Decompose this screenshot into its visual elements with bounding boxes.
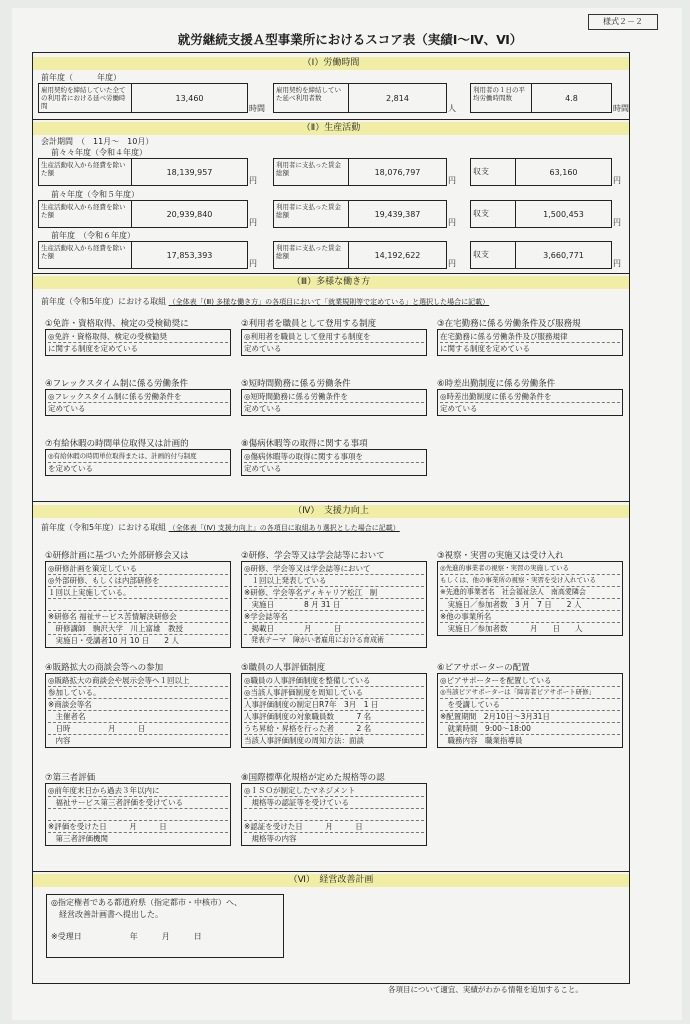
s2-income-label: 生産活動収入から経費を除いた額: [39, 159, 132, 185]
line: 発表テーマ 障がい者雇用における育成術: [244, 636, 384, 644]
s2-unit: 円: [249, 259, 257, 268]
s3-item-content: [437, 329, 623, 356]
line: ◎職員の人事評価制度を整備している: [244, 675, 424, 687]
s2-balance-value: 63,160: [549, 167, 578, 177]
s2-balance-label: 収支: [471, 159, 516, 185]
s2-unit: 円: [448, 218, 456, 227]
s2-wage-box: [273, 200, 447, 228]
s2-unit: 円: [613, 259, 621, 268]
line: 実施日 8 月 31 日: [244, 599, 424, 611]
line: 研修講師 駒沢大学 川上富雄 教授: [48, 623, 228, 635]
s3-item-content: [241, 449, 427, 476]
line: ◎当該人事評価制度を周知している: [244, 687, 424, 699]
line: ◎研修計画を策定している: [48, 563, 228, 575]
line: ◎ＩＳＯが制定したマネジメント: [244, 785, 424, 797]
line: ◎当該ピアサポーターは「障害者ピアサポート研修」: [440, 687, 620, 699]
s3-item-title: ⑥時差出勤制度に係る労働条件: [437, 379, 556, 388]
s4-item: [241, 771, 427, 846]
s4-item: [45, 661, 231, 748]
s4-item-content: [437, 673, 623, 748]
s3-item: [241, 317, 427, 356]
s4-item-content: [241, 561, 427, 648]
line: ◎販路拡大の商談会や展示会等へ１回以上: [48, 675, 228, 687]
form-number: 様式２－２: [588, 14, 658, 30]
s2-wage-label: 利用者に支払った賃金総額: [274, 242, 349, 268]
line: に関する制度を定めている: [48, 344, 138, 353]
s4-item: [45, 771, 231, 846]
line: ※研修名 福祉サービス苦情解決研修会: [48, 611, 228, 623]
page-title: 就労継続支援Ａ型事業所におけるスコア表（実績Ⅰ～Ⅳ、Ⅵ）: [177, 32, 523, 47]
line: ※受理日 年 月 日: [51, 932, 202, 941]
line: ◎外部研修、もしくは内部研修を: [48, 575, 228, 587]
s3-item-content: [45, 329, 231, 356]
s2-unit: 円: [448, 176, 456, 185]
divider: [33, 119, 629, 120]
line: ◎傷病休暇等の取得に関する事項を: [244, 451, 424, 463]
s4-item-title: ⑧国際標準化規格が定めた規格等の認: [241, 773, 385, 782]
line: ◎フレックスタイム制に係る労働条件を: [48, 391, 228, 403]
s2-wage-label: 利用者に支払った賃金総額: [274, 201, 349, 227]
s3-item-content: [45, 389, 231, 416]
s2-income-value: 20,939,840: [166, 209, 213, 219]
line: ◎利用者を職員として登用する制度を: [244, 331, 424, 343]
s2-income-box: [38, 241, 248, 269]
line: もしくは、他の事業所の視察・実習を受け入れている: [440, 575, 620, 587]
section-6-header: （Ⅵ） 経営改善計画: [33, 874, 629, 887]
s3-item: [45, 437, 231, 476]
s3-item: [437, 377, 623, 416]
s2-unit: 円: [249, 176, 257, 185]
s4-item-title: ⑥ピアサポーターの配置: [437, 663, 530, 672]
line: 人事評価制度の制定日R7年 3月 1 日: [244, 699, 424, 711]
footer-note: 各項目について適宜、実績がわかる情報を追加すること。: [388, 985, 583, 994]
s2-wage-box: [273, 241, 447, 269]
s3-item-title: ⑧傷病休暇等の取得に関する事項: [241, 439, 368, 448]
s4-item-title: ⑦第三者評価: [45, 773, 96, 782]
line: ※商談会等名: [48, 699, 228, 711]
s2-wage-box: [273, 158, 447, 186]
line: 定めている: [48, 404, 86, 413]
section-1-header: （Ⅰ）労働時間: [33, 57, 629, 70]
s1-users-label: 雇用契約を締結していた延べ利用者数: [274, 84, 349, 112]
s1-prev-year: 前年度（ 年度）: [41, 73, 121, 82]
s2-row-year: 前々年度（令和５年度）: [51, 190, 139, 199]
s2-unit: 円: [249, 218, 257, 227]
s1-avg-hours-value: 4.8: [565, 93, 578, 103]
line: に関する制度を定めている: [440, 344, 530, 353]
line: を受講している: [440, 699, 620, 711]
line: 参加している。: [48, 687, 228, 699]
s4-intro: [41, 522, 400, 533]
s4-intro-note: （全体表「(Ⅳ) 支援力向上」の各項目に取組あり選択とした場合に記載）: [168, 524, 400, 532]
s1-labor-hours-value: 13,460: [175, 93, 204, 103]
line: ※研修、学会等名ディキャリア松江 制: [244, 587, 424, 599]
line: 定めている: [244, 464, 282, 473]
s4-item: [241, 661, 427, 748]
s2-income-label: 生産活動収入から経費を除いた額: [39, 201, 132, 227]
s2-balance-value: 1,500,453: [543, 209, 584, 219]
s2-income-value: 17,853,393: [166, 250, 213, 260]
s4-item-title: ③視察・実習の実施又は受け入れ: [437, 551, 564, 560]
s2-row-year: 前年度 （令和６年度）: [51, 231, 135, 240]
line: ◎指定権者である都道府県（指定都市・中核市）へ、: [51, 898, 242, 907]
line: 実施日・受講者10 月 10 日 2 人: [48, 636, 179, 645]
s4-item: [241, 549, 427, 648]
s2-period: 会計期間 （ 11月～ 10月）: [41, 137, 154, 146]
line: [48, 599, 228, 611]
s4-item: [45, 549, 231, 648]
line: １回以上実施している。: [48, 587, 228, 599]
s4-item-content: [241, 673, 427, 748]
s2-row-year: 前々々年度（令和４年度）: [51, 148, 147, 157]
line: 職務内容 職業指導員: [440, 736, 523, 745]
s1-labor-hours-box: [38, 83, 248, 113]
line: ◎研修、学会等又は学会誌等において: [244, 563, 424, 575]
section-2-header: （Ⅱ）生産活動: [33, 122, 629, 135]
line: ※学会誌等名: [244, 611, 424, 623]
line: ◎短時間勤務に係る労働条件を: [244, 391, 424, 403]
s4-item: [437, 549, 623, 636]
s3-item-title: ①免許・資格取得、検定の受検勧奨に: [45, 319, 189, 328]
line: うち昇給・昇格を行った者 2 名: [244, 723, 424, 735]
s4-item-title: ①研修計画に基づいた外部研修会又は: [45, 551, 189, 560]
line: ※先進的事業者名 社会福祉法人 南高愛隣会: [440, 587, 620, 599]
line: [48, 809, 228, 821]
line: 人事評価制度の対象職員数 7 名: [244, 711, 424, 723]
s1-avg-hours-label: 利用者の１日の平均労働時間数: [471, 84, 532, 112]
s3-item: [45, 377, 231, 416]
s4-intro-text: 前年度（令和5年度）における取組: [41, 523, 167, 532]
line: を定めている: [48, 464, 93, 473]
s4-item-content: [45, 561, 231, 648]
line: 当該人事評価制度の周知方法：面談: [244, 736, 364, 745]
s1-labor-hours-label: 雇用契約を締結していた全ての利用者における延べ労働時間: [39, 84, 132, 112]
line: ◎ピアサポーターを配置している: [440, 675, 620, 687]
divider: [33, 871, 629, 872]
s1-unit-hours-2: 時間: [613, 104, 629, 113]
s3-item: [241, 377, 427, 416]
line: ◎先進的事業者の視察・実習の実施している: [440, 563, 620, 575]
s3-item-content: [437, 389, 623, 416]
line: [51, 921, 279, 931]
line: 規格等の認証等を受けている: [244, 797, 424, 809]
section-4-header: （Ⅳ） 支援力向上: [33, 505, 629, 518]
s1-users-value: 2,814: [386, 93, 409, 103]
s3-intro-note: （全体表「(Ⅲ) 多様な働き方」の各項目において「就業規則等で定めている」と選択した場合に記載）: [168, 298, 490, 306]
s2-wage-value: 19,439,387: [374, 209, 421, 219]
line: 定めている: [244, 404, 282, 413]
s3-item-title: ②利用者を職員として登用する制度: [241, 319, 377, 328]
s2-wage-value: 14,192,622: [374, 250, 421, 260]
score-table-frame: [32, 52, 630, 984]
s4-item-title: ⑤職員の人事評価制度: [241, 663, 326, 672]
divider: [33, 501, 629, 502]
s3-item: [437, 317, 623, 356]
line: ◎免許・資格取得、検定の受検勧奨: [48, 331, 228, 343]
s3-item-title: ⑦有給休暇の時間単位取得又は計画的: [45, 439, 189, 448]
line: [244, 809, 424, 821]
line: 実施日／参加者数 3 月 7 日 2 人: [440, 599, 620, 611]
line: ※認証を受けた日 月 日: [244, 821, 424, 833]
line: ◎前年度末日から過去３年以内に: [48, 785, 228, 797]
s2-balance-value: 3,660,771: [543, 250, 584, 260]
divider: [33, 273, 629, 274]
s4-item-title: ②研修、学会等又は学会誌等において: [241, 551, 385, 560]
s3-item: [45, 317, 231, 356]
s3-item-title: ③在宅勤務に係る労働条件及び服務規: [437, 319, 581, 328]
s3-item-title: ⑤短時間勤務に係る労働条件: [241, 379, 351, 388]
s2-balance-box: [470, 241, 612, 269]
line: 在宅勤務に係る労働条件及び服務規律: [440, 331, 620, 343]
s2-balance-label: 収支: [471, 201, 516, 227]
line: 掲載日 月 日: [244, 623, 424, 635]
line: 規格等の内容: [244, 834, 297, 843]
line: 主催者名: [48, 711, 228, 723]
s2-unit: 円: [448, 259, 456, 268]
line: 内容: [48, 736, 71, 745]
s2-balance-box: [470, 200, 612, 228]
s2-income-box: [38, 158, 248, 186]
line: 実施日／参加者数 月 日 人: [440, 624, 583, 633]
s1-unit-hours: 時間: [249, 104, 265, 113]
s1-avg-hours-box: [470, 83, 612, 113]
line: 定めている: [244, 344, 282, 353]
s1-users-box: [273, 83, 447, 113]
s3-item-content: [241, 389, 427, 416]
section-3-header: （Ⅲ）多様な働き方: [33, 276, 629, 289]
management-plan-box: [46, 894, 284, 958]
s4-item-content: [45, 783, 231, 846]
s2-income-label: 生産活動収入から経費を除いた額: [39, 242, 132, 268]
s3-item-content: [45, 449, 231, 476]
s3-item-title: ④フレックスタイム制に係る労働条件: [45, 379, 188, 388]
s3-intro: [41, 296, 489, 307]
line: 定めている: [440, 404, 478, 413]
line: 福祉サービス第三者評価を受けている: [48, 797, 228, 809]
s4-item-content: [241, 783, 427, 846]
s4-item-content: [45, 673, 231, 748]
s1-unit-persons: 人: [448, 104, 456, 113]
s2-unit: 円: [613, 218, 621, 227]
s2-wage-label: 利用者に支払った賃金総額: [274, 159, 349, 185]
line: ※配置期間 2月10日～3月31日: [440, 711, 620, 723]
s2-income-box: [38, 200, 248, 228]
line: 就業時間 9:00～18:00: [440, 723, 620, 735]
s4-item-content: [437, 561, 623, 636]
s4-item: [437, 661, 623, 748]
s3-item-content: [241, 329, 427, 356]
s3-intro-text: 前年度（令和5年度）における取組: [41, 297, 167, 306]
s2-wage-value: 18,076,797: [374, 167, 421, 177]
line: ◎時差出勤制度に係る労働条件を: [440, 391, 620, 403]
line: 日時 月 日: [48, 723, 228, 735]
s2-balance-label: 収支: [471, 242, 516, 268]
line: 第三者評価機関: [48, 834, 108, 843]
s2-unit: 円: [613, 176, 621, 185]
s2-income-value: 18,139,957: [166, 167, 213, 177]
line: ※他の事業所名: [440, 611, 620, 623]
s4-item-title: ④販路拡大の商談会等への参加: [45, 663, 164, 672]
line: １回以上発表している: [244, 575, 424, 587]
s3-item: [241, 437, 427, 476]
s2-balance-box: [470, 158, 612, 186]
line: 経営改善計画書へ提出した。: [51, 910, 163, 919]
line: ◎有給休暇の時間単位取得または、計画的付与制度: [48, 451, 228, 463]
line: ※評価を受けた日 月 日: [48, 821, 228, 833]
